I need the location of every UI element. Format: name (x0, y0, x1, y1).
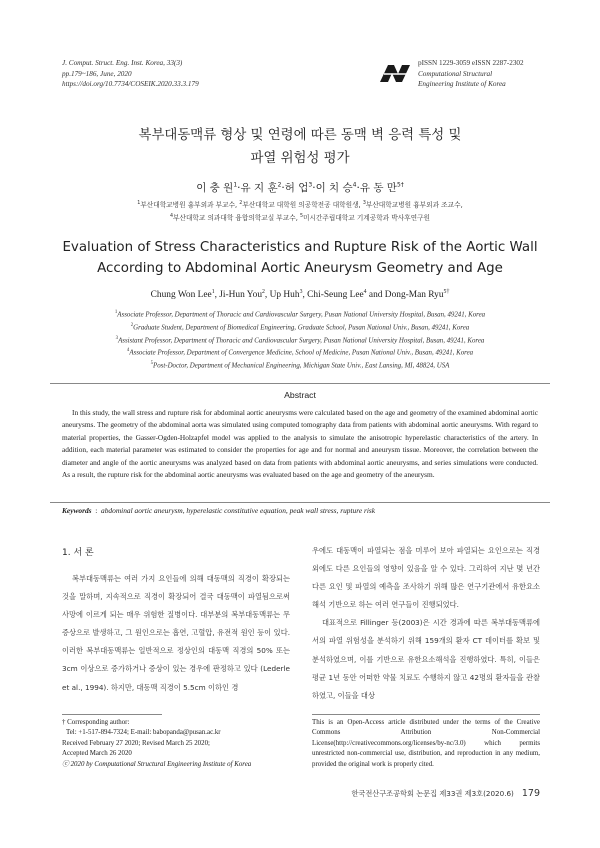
doi-link[interactable]: https://doi.org/10.7734/COSEIK.2020.33.3.179 (62, 80, 199, 88)
page-footer (320, 788, 540, 799)
author-sup: 2 (262, 289, 265, 295)
aff-sup: 4 (126, 348, 130, 354)
citation-line: pp.179~186, June, 2020 (62, 69, 132, 78)
author-name: Dong-Man Ryu (384, 290, 444, 301)
author-name: Chung Won Lee (150, 290, 212, 301)
aff-text: Post-Doctor, Department of Mechanical Engineering, Michigan State Univ., East Lansing, MI, 48824, USA (153, 362, 450, 370)
aff-text: 부산대학교병원 흉부외과 조교수, (365, 201, 463, 210)
author-sup: 5† (443, 289, 450, 295)
aff-text: 부산대학교 대학원 의공학전공 대학원생, (242, 201, 363, 210)
copyright: ⓒ 2020 by Computational Structural Engineering Institute of Korea (62, 760, 252, 768)
author-name: 허 업 (284, 182, 309, 194)
author-name: 유 동 만 (359, 182, 397, 194)
author-sup: 3 (299, 289, 303, 295)
section-heading: 1. 서 론 (62, 548, 94, 558)
paper-title-english (0, 237, 600, 279)
author-name: Chi-Seung Lee (307, 290, 364, 301)
aff-text: Associate Professor, Department of Convergence Medicine, School of Medicine, Pusan National Univ., Busan, 49241, Korea (129, 349, 474, 357)
citation-line: J. Comput. Struct. Eng. Inst. Korea, 33(3) (62, 59, 183, 67)
journal-citation (62, 58, 199, 90)
corresponding-author: † Corresponding author: (62, 719, 130, 726)
affiliation-line (0, 211, 600, 224)
affiliations-english (0, 308, 600, 372)
open-access-divider (312, 714, 540, 715)
author-sup: 1 (211, 289, 215, 295)
affiliation-line (0, 321, 600, 334)
journal-publisher-info (418, 58, 524, 90)
paragraph: 우에도 대동맥이 파열되는 점을 미루어 보아 파열되는 요인으로는 직경 외에도 다른 요인들의 영향이 있음을 알 수 있다. 그리하여 지난 몇 년간 다른 요인 및 파열의 예측을 조사하기 위해 많은 연구기관에서 유한요소해석 기반으로 하는 여러 연구들이 진행되었다. (312, 546, 540, 610)
aff-sup: 3 (362, 201, 366, 206)
paragraph: 대표적으로 Fillinger 등(2003)은 시간 경과에 따른 복부대동맥류에서의 파열 위험성을 분석하기 위해 159개의 환자 CT 데이터를 확보 및 분석하였으며, 이를 기반으로 유한요소해석을 진행하였다. 특히, 이들은 평균 1년 동안 어떠한 약물 치료도 수행하지 않고 42명의 환자들을 관찰하였고, 이들을 대상 (312, 618, 540, 700)
journal-footer: 한국전산구조공학회 논문집 제33권 제3호(2020.6) (351, 789, 514, 798)
publisher-line: Computational Structural (418, 69, 493, 78)
author-name: 이 충 원 (196, 182, 234, 194)
author-name: Up Huh (269, 290, 300, 301)
authors-english: Chung Won Lee$^1$, Ji-Hun You$^2$, Up Huh$^3$, Chi-Seung Lee$^4$ and Dong-Man Ryu$^{5\dagger}$ (150, 289, 450, 301)
publisher-line: Engineering Institute of Korea (418, 80, 506, 88)
accepted-date: Accepted March 26 2020 (62, 750, 132, 758)
aff-sup: 2 (239, 201, 243, 206)
author-name: 이 치 승 (315, 182, 353, 194)
author-name: 유 지 훈 (240, 182, 278, 194)
aff-sup: 5 (299, 214, 304, 220)
keywords-label: Keywords (62, 506, 92, 515)
aff-text: Associate Professor, Department of Thoracic and Cardiovascular Surgery, Pusan National University Hospital, Busan, 49241, Korea (117, 311, 486, 319)
aff-sup: 3 (115, 335, 119, 341)
affiliations-korean (0, 198, 600, 224)
abstract-text: In this study, the wall stress and rupture risk for abdominal aortic aneurysms were calculated based on the age and geometry of the examined abdominal aortic aneurysms. The geometry of the abdominal aorta was simulated using computed tomography data from patients with abdominal aortic aneurysms. With regard to material properties, the Gasser-Ogden-Holzapfel model was applied to the analysis to simulate the anisotropic hyperelastic characteristics of the artery. In addition, each material parameter was estimated to consider the properties for age and for normal and aneurysm tissue. Moreover, the correlation between the diameter and angle of the aortic aneurysms was analyzed based on data from patients with abdominal aortic aneurysms, and series simulations were conducted. As a result, the rupture risk for the abdominal aortic aneurysms was evaluated based on the age and geometry of the aneurysm. (62, 408, 538, 480)
aff-text: Graduate Student, Department of Biomedical Engineering, Graduate School, Pusan National Univ., Busan, 49241, Korea (133, 324, 470, 332)
author-sup: 3 (308, 181, 313, 189)
page-number: 179 (521, 788, 540, 799)
abstract-heading: Abstract (284, 390, 316, 400)
aff-text: 미시간주립대학교 기계공학과 박사후연구원 (303, 214, 431, 223)
aff-text: Assistant Professor, Department of Thoracic and Cardiovascular Surgery, Pusan National University Hospital, Busan, 49241, Korea (118, 336, 485, 344)
aff-sup: 1 (114, 310, 118, 315)
aff-sup: 2 (130, 322, 134, 328)
author-name: Ji-Hun You (219, 290, 263, 301)
issn: pISSN 1229-3059 eISSN 2287-2302 (418, 59, 524, 67)
paragraph: 복부대동맥류는 여러 가지 요인들에 의해 대동맥의 직경이 확장되는 것을 말하며, 지속적으로 직경이 확장되어 결국 대동맥이 파열됨으로써 사망에 이르게 되는 매우 위험한 질병이다. 대부분의 복부대동맥류는 무증상으로 발생하고, 그 원인으로는 흡연, 고혈압, 유전적 원인 등이 있다. 이러한 복부대동맥류는 일반적으로 정상인의 대동맥 직경의 50% 또는 3cm 이상으로 증가하거나 증상이 있는 경우에 판정하고 있다 (Lederle et al., 1994). 하지만, 대동맥 직경이 5.5cm 이하인 경 (62, 574, 290, 692)
aff-sup: 1 (137, 201, 141, 206)
aff-text: 부산대학교 의과대학 융합의학교실 부교수, (173, 214, 300, 223)
paper-title-korean (0, 124, 600, 170)
cseik-logo-icon (378, 62, 412, 84)
aff-text: 부산대학교병원 흉부외과 부교수, (140, 201, 240, 210)
title-line: 파열 위험성 평가 (250, 151, 350, 166)
author-sup: 5† (396, 181, 404, 189)
keywords: Keywords : abdominal aortic aneurysm, hyperelastic constitutive equation, peak wall stress, rupture risk (62, 506, 376, 515)
author-sup: 4 (363, 289, 367, 295)
author-sup: 4 (352, 181, 357, 189)
contact-info: Tel: +1-517-894-7324; E-mail: babopanda@pusan.ac.kr (66, 729, 221, 737)
author-sup: 1 (233, 181, 238, 189)
title-line: According to Abdominal Aortic Aneurysm Geometry and Age (97, 261, 503, 276)
keywords-value: abdominal aortic aneurysm, hyperelastic constitutive equation, peak wall stress, rupture risk (101, 506, 376, 515)
aff-sup: 5 (150, 361, 154, 367)
author-sup: 2 (277, 181, 282, 189)
authors-korean: 이 충 원$^1$·유 지 훈$^2$·허 업$^3$·이 치 승$^4$·유 동 만$^{5\dagger}$ (196, 181, 404, 194)
affiliation-line (0, 198, 600, 211)
aff-sup: 4 (169, 214, 174, 220)
body-column-right (312, 542, 540, 705)
affiliation-line (0, 334, 600, 347)
body-column-left (62, 570, 290, 697)
title-line: 복부대동맥류 형상 및 연령에 따른 동맥 벽 응력 특성 및 (138, 128, 462, 143)
open-access-notice: This is an Open-Access article distributed under the terms of the Creative Commons Attribution Non-Commercial License(http://creativecommons.org/licenses/by-nc/3.0) which permits unrestricted non-commercial use, distribution, and reproduction in any medium, provided the original work is properly cited. (312, 719, 540, 768)
footnote-divider (62, 714, 162, 715)
received-date: Received February 27 2020; Revised March 25 2020; (62, 739, 210, 747)
affiliation-line (0, 359, 600, 372)
title-line: Evaluation of Stress Characteristics and Rupture Risk of the Aortic Wall (62, 240, 538, 255)
footnote (62, 718, 294, 770)
affiliation-line (0, 308, 600, 321)
affiliation-line (0, 346, 600, 359)
